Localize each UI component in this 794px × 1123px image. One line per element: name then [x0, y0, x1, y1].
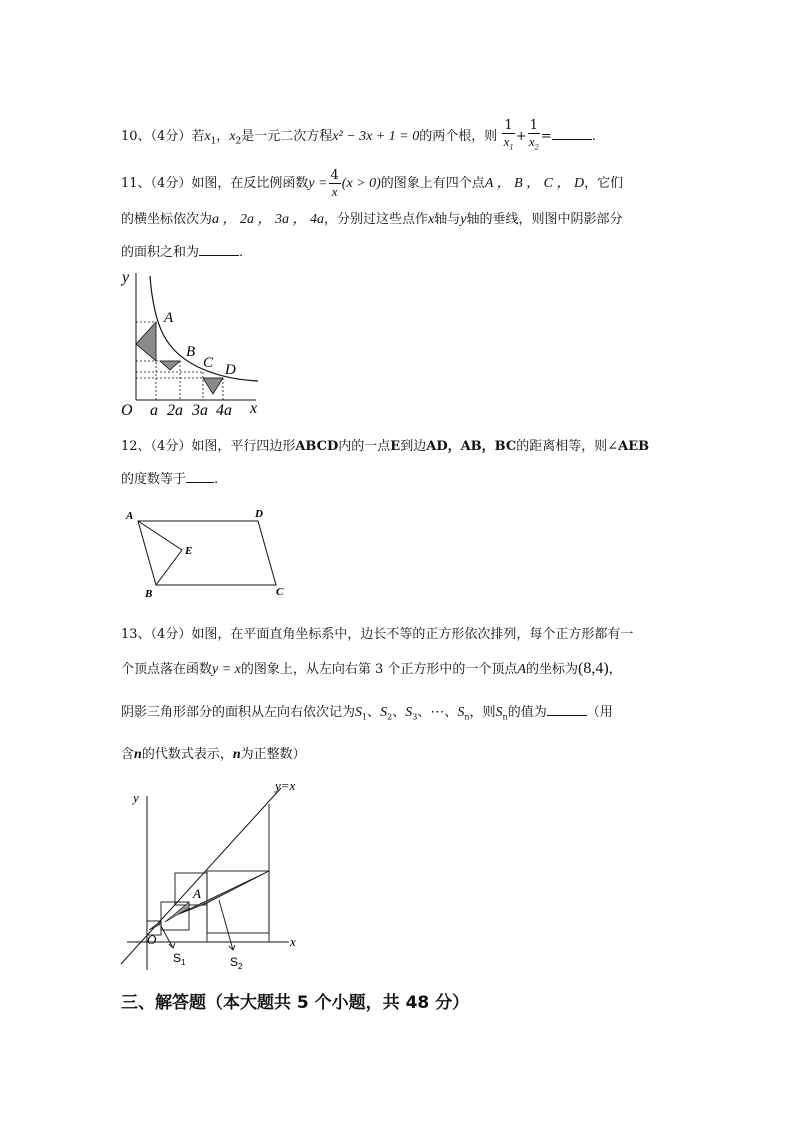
q13-s3-sub: 3	[412, 712, 418, 722]
q13-text-12: 为正整数）	[240, 747, 306, 762]
q13-square-3	[175, 873, 207, 905]
q13-square-4	[207, 871, 269, 933]
q12-segments-ae-eb	[138, 521, 182, 585]
q12-label-c: C	[276, 586, 284, 598]
q13-label-y: y	[133, 790, 139, 805]
q13-text-3: 的图象上，从左向右第 3 个正方形中的一个顶点	[240, 662, 518, 677]
q11-x-axis-label: x	[428, 212, 435, 227]
q10-frac2-den: x	[528, 134, 535, 149]
q12-period: .	[214, 472, 219, 487]
q12-score: （4分）	[150, 439, 192, 454]
q11-number: 11、	[121, 176, 151, 191]
q13-sn: S	[457, 705, 465, 720]
section-3-heading: 三、解答题（本大题共 5 个小题，共 48 分）	[121, 993, 470, 1013]
q13-comma-1: 、	[367, 705, 381, 720]
q13-line-2	[121, 658, 622, 678]
q13-s2: S	[380, 705, 388, 720]
q11-shaded-triangle-c	[203, 378, 223, 394]
q10-text-3: 的两个根，则	[419, 128, 498, 144]
q12-text-1: 如图，平行四边形	[191, 439, 296, 454]
q13-text-2: 个顶点落在函数	[121, 662, 213, 677]
q11-func-den: x	[331, 184, 338, 199]
q13-label-line: y=x	[275, 778, 296, 793]
q12-label-d: D	[255, 508, 263, 520]
q13-label-s1: $S_1$	[173, 951, 186, 967]
q12-label-a: A	[126, 510, 134, 522]
q13-text-5: ，	[608, 662, 622, 677]
q11-text-7: 轴的垂线，则图中阴影部分	[466, 212, 623, 227]
q11-text-6: 轴与	[434, 212, 461, 227]
q12-figure	[122, 505, 302, 600]
q11-func-fraction	[329, 168, 341, 199]
q10-answer-blank	[552, 127, 592, 140]
q11-text-8: 的面积之和为	[121, 245, 200, 260]
q13-pointer-s1	[161, 926, 173, 948]
q13-sn-2-sub: n	[502, 712, 508, 722]
q13-s1: S	[355, 705, 363, 720]
q11-line-1	[121, 168, 623, 199]
q13-text-4: 的坐标为	[526, 662, 579, 677]
q11-points: A ， B ， C ， D	[484, 176, 585, 191]
q13-comma-2: 、	[392, 705, 406, 720]
q13-func: y = x	[212, 662, 241, 677]
q11-label-x: x	[250, 400, 258, 417]
q11-line-3	[121, 241, 243, 260]
q12-answer-blank	[186, 470, 214, 483]
q10-fraction-2	[528, 118, 540, 155]
q12-parallelogram	[138, 521, 276, 585]
q11-figure	[116, 268, 266, 418]
q12-number: 12、	[121, 439, 151, 454]
q13-line-4	[121, 743, 306, 763]
q11-func-num: 4	[330, 168, 339, 183]
q10-sep: ，	[216, 128, 230, 144]
q10-frac1-den-sub: 1	[509, 142, 514, 152]
q11-label-a: a	[150, 402, 158, 419]
q11-score: （4分）	[150, 176, 192, 191]
q13-text-11: 的代数式表示，	[141, 747, 233, 762]
q13-label-s2: $S_2$	[230, 955, 243, 971]
q13-score: （4分）	[150, 627, 192, 642]
q10-frac2-num: 1	[529, 118, 538, 133]
q13-coord: (8,4)	[578, 660, 609, 677]
q10-score: （4分）	[150, 128, 192, 144]
q11-label-4a: 4a	[216, 402, 232, 419]
q11-coords: a ， 2a ， 3a ， 4a	[212, 212, 325, 227]
q10-equation: x² − 3x + 1 = 0	[332, 128, 420, 144]
q13-s3: S	[405, 705, 413, 720]
q13-shaded-triangle-s1	[149, 921, 161, 930]
q10-period: .	[591, 128, 596, 144]
q12-text-5: 的度数等于	[121, 472, 187, 487]
q13-line-y-equals-x	[121, 788, 281, 964]
q10-frac1-den: x	[503, 134, 510, 149]
q11-label-3a: 3a	[192, 402, 208, 419]
q13-sn-sub: n	[464, 712, 470, 722]
q11-shaded-triangle-a	[136, 322, 156, 361]
q13-s2-sub: 2	[387, 712, 393, 722]
q10-frac1-num: 1	[504, 118, 513, 133]
q13-line-3	[121, 701, 613, 722]
q10-line	[121, 118, 596, 155]
q11-func-cond: (x > 0)	[341, 176, 381, 191]
q11-period: .	[239, 245, 244, 260]
q13-answer-blank	[547, 703, 587, 716]
q13-number: 13、	[121, 627, 151, 642]
q13-n-1: n	[134, 747, 142, 762]
q10-fraction-1	[502, 118, 514, 155]
q13-text-8: 的值为	[507, 705, 547, 720]
q11-answer-blank	[199, 243, 239, 256]
q11-shaded-triangle-b	[160, 361, 180, 370]
q11-func-lhs: y =	[308, 176, 328, 191]
q11-label-y: y	[122, 269, 130, 286]
q10-text-2: 是一元二次方程	[241, 128, 333, 144]
q11-text-4: 的横坐标依次为	[121, 212, 213, 227]
q10-x1: x	[204, 128, 211, 144]
q13-sn-2: S	[495, 705, 503, 720]
q10-x2-sub: 2	[235, 136, 242, 147]
q13-n-2: n	[232, 747, 241, 762]
q13-s1-sub: 1	[362, 712, 368, 722]
q12-line-1	[121, 435, 649, 454]
q13-text-1: 如图，在平面直角坐标系中，边长不等的正方形依次排列，每个正方形都有一	[191, 627, 634, 642]
q13-point-a: A	[517, 662, 526, 677]
q12-label-e: E	[185, 545, 193, 557]
q11-label-d-point: D	[225, 362, 236, 378]
q13-text-9: （用	[586, 705, 613, 720]
q13-figure	[113, 778, 313, 978]
q13-comma-3: 、	[417, 705, 431, 720]
q11-y-axis-label: y	[460, 212, 467, 227]
q11-label-a-point: A	[164, 310, 174, 326]
q13-text-10: 含	[121, 747, 135, 762]
q11-label-c-point: C	[203, 355, 214, 371]
q10-number: 10、	[121, 128, 151, 144]
q11-text-2: 的图象上有四个点	[380, 176, 485, 191]
q11-text-1: 如图，在反比例函数	[191, 176, 309, 191]
q11-line-2	[121, 208, 623, 228]
q13-label-a: A	[193, 886, 201, 901]
q13-comma-4: 、	[444, 705, 458, 720]
q10-plus: +	[515, 128, 527, 144]
q11-label-2a: 2a	[167, 402, 183, 419]
q12-text-4: 的距离相等，则∠	[516, 439, 619, 454]
q11-label-origin: O	[121, 402, 133, 419]
q12-aeb: AEB	[618, 439, 650, 454]
q13-line-1	[121, 623, 633, 642]
q10-x1-sub: 1	[210, 136, 217, 147]
q11-label-b-point: B	[186, 344, 196, 360]
q13-label-x: x	[290, 934, 296, 949]
q11-text-5: ，分别过这些点作	[324, 212, 429, 227]
q10-x2: x	[229, 128, 236, 144]
q12-label-b: B	[145, 588, 153, 600]
q12-abcd: ABCD	[295, 439, 339, 454]
q12-line-2	[121, 468, 218, 487]
q10-frac2-den-sub: 2	[534, 142, 539, 152]
q13-text-6: 阴影三角形部分的面积从左向右依次记为	[121, 705, 356, 720]
q12-sides: AD，AB，BC	[426, 439, 517, 454]
q10-text: 若	[191, 128, 205, 144]
q11-text-3: ，它们	[584, 176, 624, 191]
q13-dots: ⋯	[430, 705, 445, 720]
q12-text-3: 到边	[400, 439, 427, 454]
q12-text-2: 内的一点	[338, 439, 391, 454]
q13-text-7: ，则	[469, 705, 496, 720]
q13-label-origin: O	[147, 932, 157, 947]
q12-e: E	[390, 439, 401, 454]
q10-equals: =	[540, 128, 552, 144]
